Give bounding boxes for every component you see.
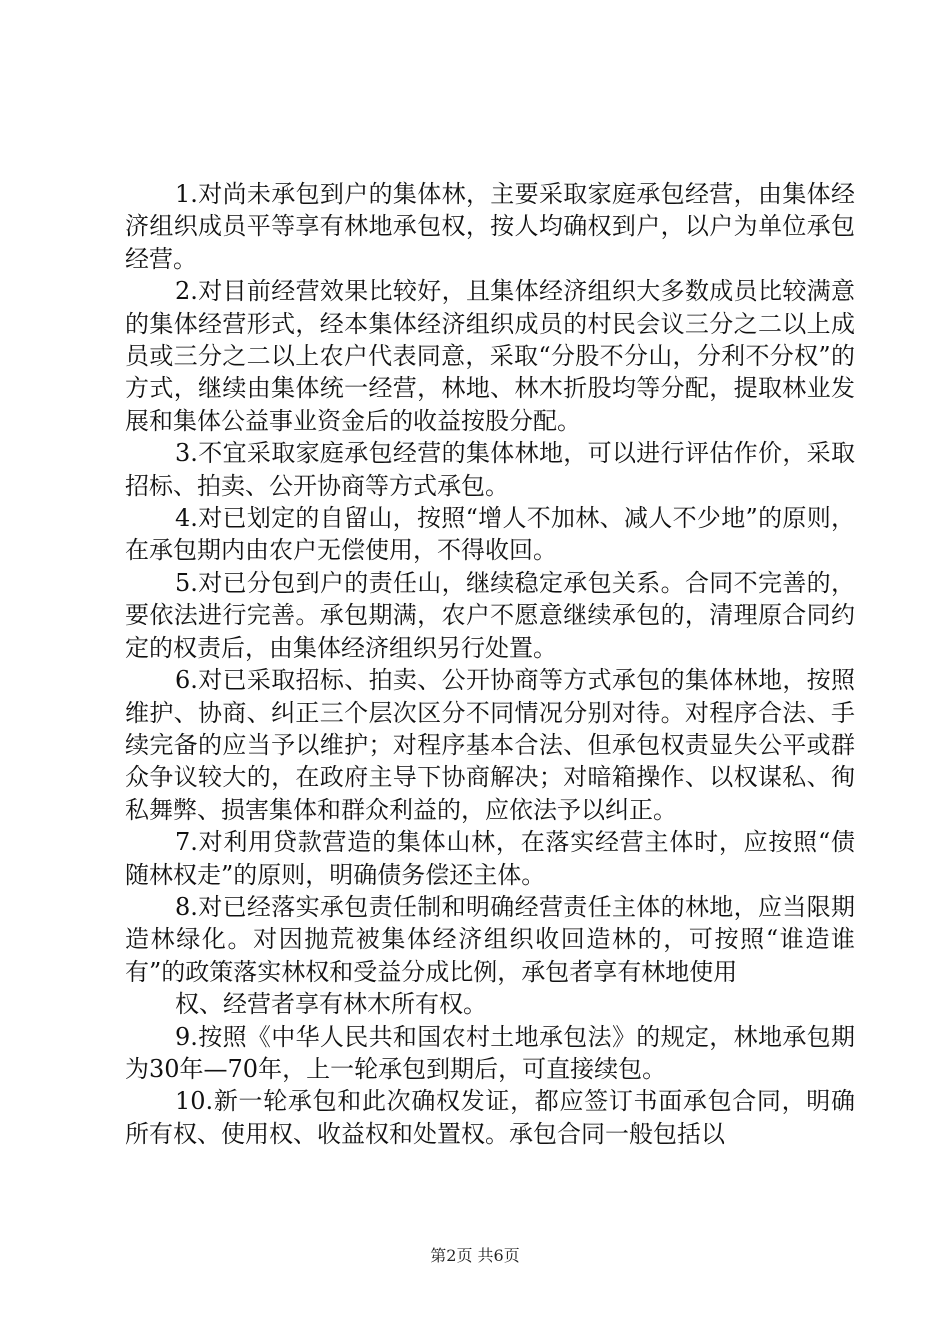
- paragraph-3: 3.不宜采取家庭承包经营的集体林地，可以进行评估作价，采取招标、拍卖、公开协商等方式承包。: [125, 439, 855, 500]
- paragraph-8: 8.对已经落实承包责任制和明确经营责任主体的林地，应当限期造林绿化。对因抛荒被集体经济组织收回造林的，可按照“谁造谁有”的政策落实林权和受益分成比例，承包者享有林地使用: [125, 892, 855, 986]
- paragraph-5: 5.对已分包到户的责任山，继续稳定承包关系。合同不完善的，要依法进行完善。承包期满，农户不愿意继续承包的，清理原合同约定的权责后，由集体经济组织另行处置。: [125, 568, 855, 662]
- paragraph-6: 6.对已采取招标、拍卖、公开协商等方式承包的集体林地，按照维护、协商、纠正三个层次区分不同情况分别对待。对程序合法、手续完备的应当予以维护；对程序基本合法、但承包权责显失公平或群众争议较大的，在政府主导下协商解决；对暗箱操作、以权谋私、徇私舞弊、损害集体和群众利益的，应依法予以纠正。: [125, 666, 855, 824]
- page-number-footer: 第2页 共6页: [430, 1246, 520, 1265]
- document-body: [125, 178, 855, 1150]
- paragraph-4: 4.对已划定的自留山，按照“增人不加林、减人不少地”的原则，在承包期内由农户无偿使用，不得收回。: [125, 504, 855, 565]
- paragraph-10: 10.新一轮承包和此次确权发证，都应签订书面承包合同，明确所有权、使用权、收益权和处置权。承包合同一般包括以: [125, 1087, 855, 1148]
- paragraph-1: 1.对尚未承包到户的集体林，主要采取家庭承包经营，由集体经济组织成员平等享有林地承包权，按人均确权到户，以户为单位承包经营。: [125, 180, 855, 273]
- paragraph-7: 7.对利用贷款营造的集体山林，在落实经营主体时，应按照“债随林权走”的原则，明确债务偿还主体。: [125, 828, 855, 889]
- paragraph-2: 2.对目前经营效果比较好，且集体经济组织大多数成员比较满意的集体经营形式，经本集体经济组织成员的村民会议三分之二以上成员或三分之二以上农户代表同意，采取“分股不分山，分利不分权”的方式，继续由集体统一经营，林地、林木折股均等分配，提取林业发展和集体公益事业资金后的收益按股分配。: [125, 277, 855, 435]
- paragraph-9: 9.按照《中华人民共和国农村土地承包法》的规定，林地承包期为30年—70年，上一轮承包到期后，可直接续包。: [125, 1022, 855, 1083]
- paragraph-8-continued: 权、经营者享有林木所有权。: [175, 990, 487, 1019]
